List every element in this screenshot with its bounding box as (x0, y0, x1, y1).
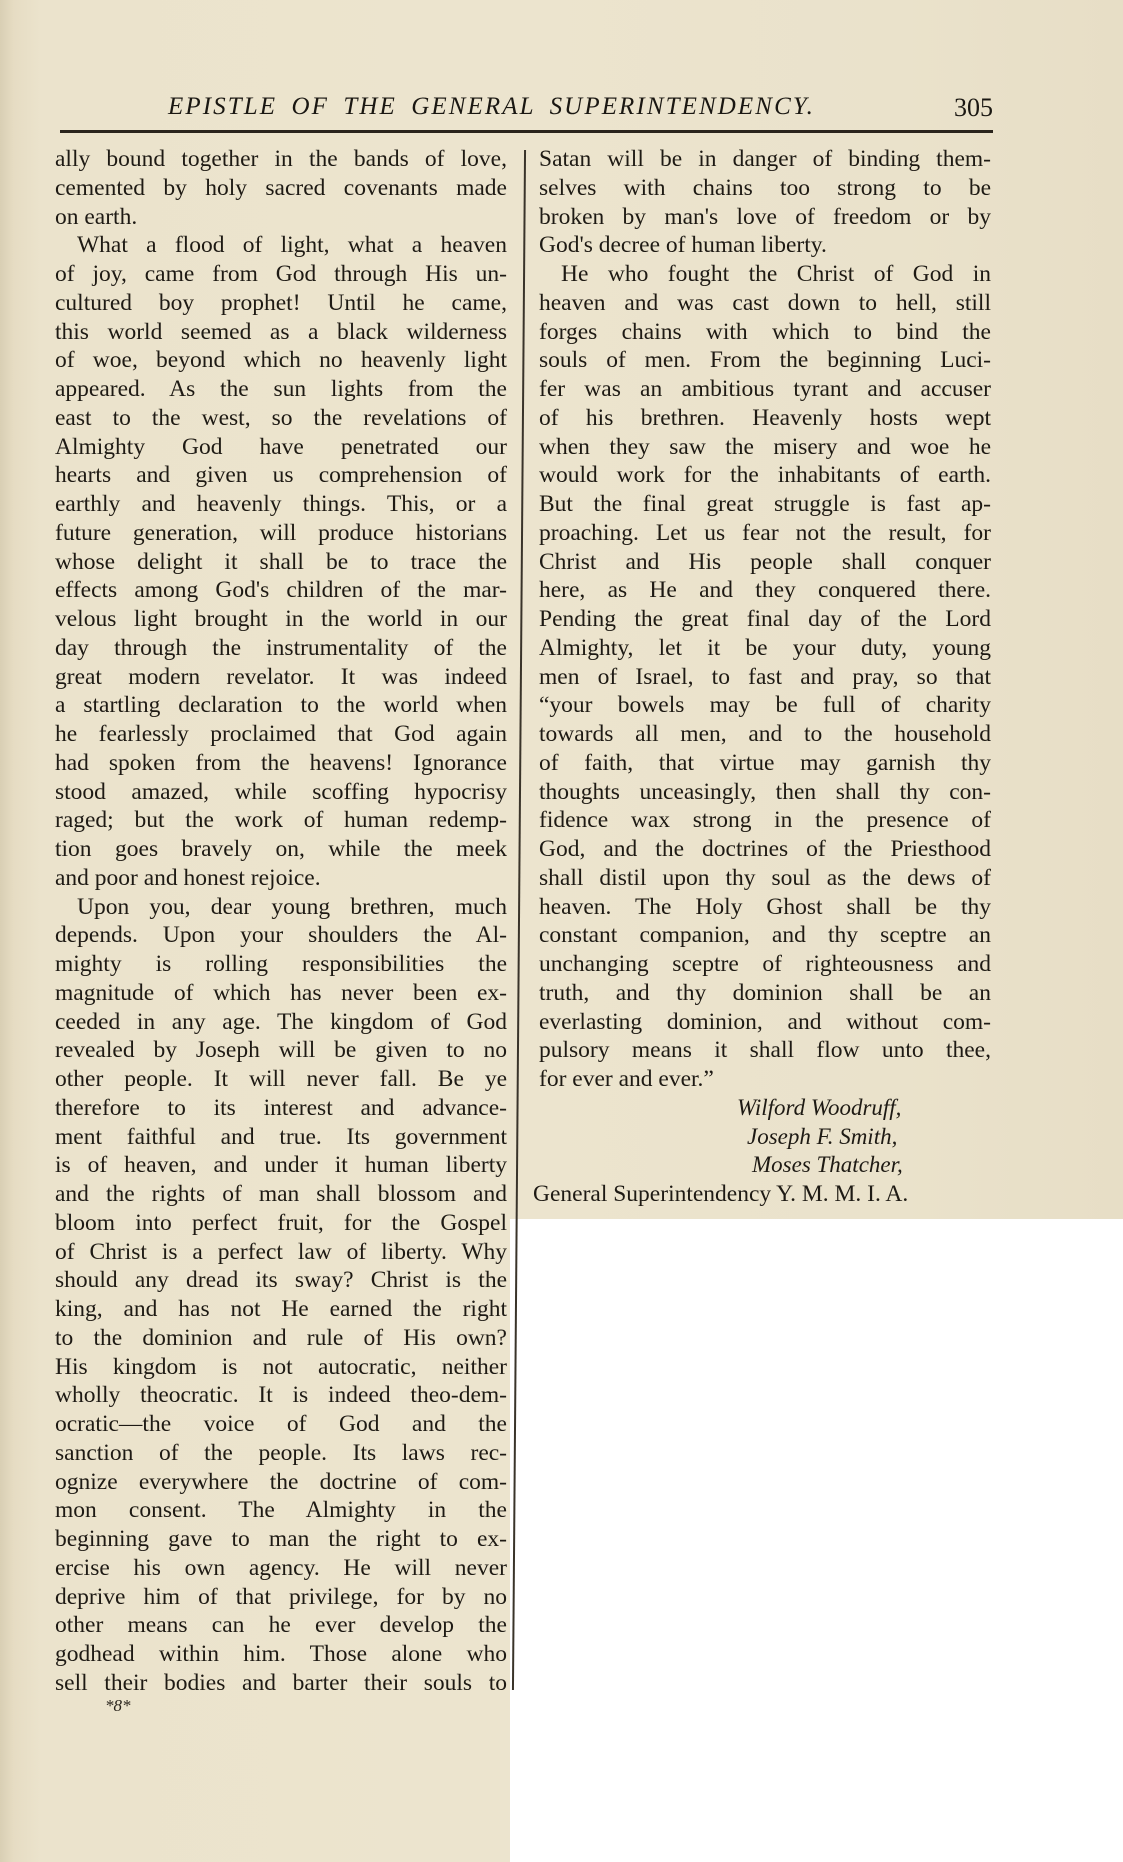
text-line: should any dread its sway? Christ is the (55, 1267, 507, 1294)
text-line: earthly and heavenly things. This, or a (55, 491, 507, 517)
text-line: on earth. (55, 203, 138, 230)
text-line: to the dominion and rule of His own? (55, 1324, 507, 1351)
text-line: cemented by holy sacred covenants made (55, 174, 507, 201)
text-line: souls of men. From the beginning Luci- (539, 347, 991, 374)
text-line: pulsory means it shall flow unto thee, (539, 1037, 991, 1064)
text-line: constant companion, and thy sceptre an (539, 922, 991, 949)
text-line: magnitude of which has never been ex- (55, 979, 507, 1006)
text-line: of Christ is a perfect law of liberty. Why (55, 1238, 507, 1265)
text-line: Almighty God have penetrated our (55, 433, 507, 460)
text-line: “your bowels may be full of charity (539, 692, 991, 719)
text-line: other means can he ever develop the (55, 1612, 507, 1639)
signatory-organization: General Superintendency Y. M. M. I. A. (533, 1181, 909, 1207)
right-column-text (539, 145, 991, 1094)
text-line: heaven and was cast down to hell, still (539, 289, 991, 316)
text-line: wholly theocratic. It is indeed theo-dem- (55, 1382, 507, 1409)
text-line: Pending the great final day of the Lord (539, 606, 991, 632)
text-line: truth, and thy dominion shall be an (539, 979, 991, 1006)
text-line: fidence wax strong in the presence of (539, 807, 991, 834)
text-line: towards all men, and to the household (539, 721, 991, 747)
text-line: this world seemed as a black wilderness (55, 318, 507, 345)
text-line: forges chains with which to bind the (539, 318, 991, 345)
text-line: and poor and honest rejoice. (55, 864, 321, 891)
header-rule (60, 130, 993, 133)
text-line: future generation, will produce historians (55, 519, 507, 546)
text-line: for ever and ever.” (539, 1066, 714, 1092)
text-line: fer was an ambitious tyrant and accuser (539, 376, 991, 402)
text-line: mighty is rolling responsibilities the (55, 951, 507, 977)
text-line: thoughts unceasingly, then shall thy con- (539, 778, 991, 805)
text-line: stood amazed, while scoffing hypocrisy (55, 778, 507, 805)
text-line: ally bound together in the bands of love, (55, 146, 507, 172)
printer-signature-mark: *8* (105, 1696, 131, 1715)
text-line: men of Israel, to fast and pray, so that (539, 663, 991, 690)
text-line: would work for the inhabitants of earth. (539, 462, 991, 489)
text-line: appeared. As the sun lights from the (55, 376, 507, 402)
text-line: ceeded in any age. The kingdom of God (55, 1008, 507, 1035)
text-line: ment faithful and true. Its government (55, 1123, 507, 1150)
text-line: What a flood of light, what a heaven (77, 232, 507, 259)
text-line: ognize everywhere the doctrine of com- (55, 1468, 507, 1495)
left-column (55, 145, 507, 1698)
signatory-name: Moses Thatcher, (752, 1152, 903, 1178)
text-line: hearts and given us comprehension of (55, 462, 507, 489)
text-line: But the final great struggle is fast ap- (539, 491, 991, 517)
text-line: broken by man's love of freedom or by (539, 203, 991, 230)
text-line: when they saw the misery and woe he (539, 433, 991, 460)
text-line: ercise his own agency. He will never (55, 1554, 507, 1581)
text-line: of joy, came from God through His un- (55, 261, 507, 287)
text-line: had spoken from the heavens! Ignorance (55, 749, 507, 776)
text-line: ocratic—the voice of God and the (55, 1411, 507, 1437)
text-line: and the rights of man shall blossom and (55, 1181, 507, 1207)
text-line: unchanging sceptre of righteousness and (539, 951, 991, 977)
text-line: God's decree of human liberty. (539, 232, 827, 259)
text-line: therefore to its interest and advance- (55, 1094, 507, 1121)
text-line: bloom into perfect fruit, for the Gospel (55, 1209, 507, 1236)
text-line: east to the west, so the revelations of (55, 404, 507, 431)
text-line: he fearlessly proclaimed that God again (55, 721, 507, 747)
text-line: mon consent. The Almighty in the (55, 1497, 507, 1524)
page-number: 305 (954, 93, 993, 122)
text-line: godhead within him. Those alone who (55, 1641, 507, 1667)
text-line: whose delight it shall be to trace the (55, 548, 507, 575)
text-line: cultured boy prophet! Until he came, (55, 289, 507, 316)
text-line: of faith, that virtue may garnish thy (539, 749, 991, 776)
signatory-name: Wilford Woodruff, (737, 1094, 902, 1120)
text-line: great modern revelator. It was indeed (55, 663, 507, 690)
text-line: shall distil upon thy soul as the dews of (539, 864, 991, 891)
signatory-name: Joseph F. Smith, (747, 1123, 898, 1149)
text-line: revealed by Joseph will be given to no (55, 1037, 507, 1064)
text-line: everlasting dominion, and without com- (539, 1008, 991, 1035)
text-line: His kingdom is not autocratic, neither (55, 1353, 507, 1380)
running-head (168, 93, 993, 125)
text-line: of woe, beyond which no heavenly light (55, 347, 507, 374)
text-line: of his brethren. Heavenly hosts wept (539, 404, 991, 431)
right-column (533, 145, 991, 1209)
text-line: king, and has not He earned the right (55, 1296, 507, 1322)
text-line: depends. Upon your shoulders the Al- (55, 922, 507, 949)
text-line: Upon you, dear young brethren, much (77, 893, 507, 920)
text-line: He who fought the Christ of God in (561, 261, 991, 287)
text-line: other people. It will never fall. Be ye (55, 1066, 507, 1092)
text-line: effects among God's children of the mar- (55, 577, 507, 604)
text-line: sell their bodies and barter their souls to (55, 1669, 507, 1696)
text-line: is of heaven, and under it human liberty (55, 1152, 507, 1179)
text-line: a startling declaration to the world when (55, 692, 507, 719)
text-line: velous light brought in the world in our (55, 606, 507, 632)
text-line: sanction of the people. Its laws rec- (55, 1439, 507, 1466)
text-line: tion goes bravely on, while the meek (55, 836, 507, 862)
text-line: Christ and His people shall conquer (539, 548, 991, 575)
text-line: raged; but the work of human redemp- (55, 807, 507, 834)
text-line: Almighty, let it be your duty, young (539, 634, 991, 661)
text-line: heaven. The Holy Ghost shall be thy (539, 893, 991, 920)
text-line: beginning gave to man the right to ex- (55, 1526, 507, 1552)
text-line: proaching. Let us fear not the result, for (539, 519, 991, 546)
text-line: Satan will be in danger of binding them- (539, 146, 991, 172)
text-line: day through the instrumentality of the (55, 634, 507, 661)
text-line: God, and the doctrines of the Priesthood (539, 836, 991, 862)
text-line: selves with chains too strong to be (539, 174, 991, 201)
text-line: deprive him of that privilege, for by no (55, 1583, 507, 1610)
text-line: here, as He and they conquered there. (539, 577, 991, 604)
running-title: EPISTLE OF THE GENERAL SUPERINTENDENCY. (168, 93, 815, 120)
